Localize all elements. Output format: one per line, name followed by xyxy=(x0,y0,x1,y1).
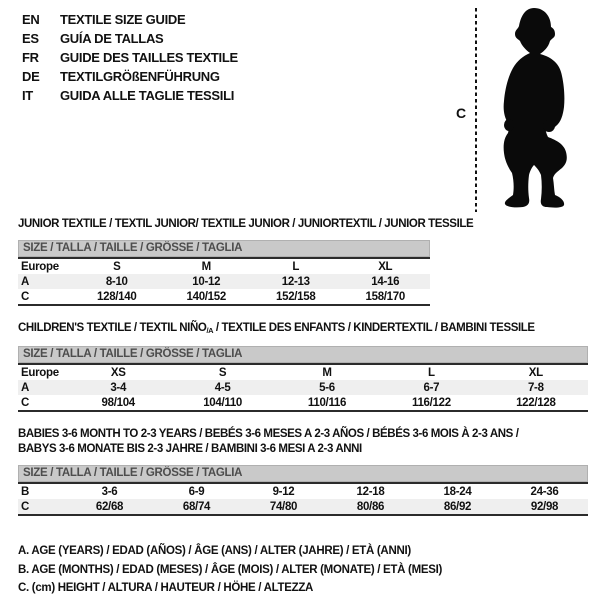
size-cell: M xyxy=(201,260,211,273)
height-cell: 74/80 xyxy=(269,500,298,513)
language-row-de xyxy=(22,67,238,86)
height-cell: 104/110 xyxy=(203,396,243,409)
language-row-en xyxy=(22,10,238,29)
height-cell: 68/74 xyxy=(182,500,211,513)
age-cell: 6-7 xyxy=(423,381,440,394)
language-row-fr xyxy=(22,48,238,67)
size-cell: S xyxy=(218,366,227,379)
language-row-es xyxy=(22,29,238,48)
language-row-it xyxy=(22,86,238,105)
table-row-europe xyxy=(18,259,430,274)
row-label: B xyxy=(21,485,30,498)
height-cell: 86/92 xyxy=(443,500,472,513)
months-cell: 3-6 xyxy=(101,485,118,498)
junior-table-rows xyxy=(18,257,430,306)
language-code: EN xyxy=(22,12,40,27)
children-title-post: / TEXTILE DES ENFANTS / KINDERTEXTIL / BAMBINI TESSILE xyxy=(213,322,535,334)
language-code: IT xyxy=(22,88,33,103)
language-label: GUIDA ALLE TAGLIE TESSILI xyxy=(60,88,235,103)
size-cell: M xyxy=(322,366,332,379)
height-measure-dotted-line xyxy=(475,8,477,212)
months-cell: 24-36 xyxy=(530,485,559,498)
language-label: GUÍA DE TALLAS xyxy=(60,31,164,46)
months-cell: 9-12 xyxy=(272,485,295,498)
table-row-months xyxy=(18,484,588,499)
figure-block xyxy=(450,5,600,217)
height-cell: 116/122 xyxy=(412,396,451,409)
language-label: TEXTILGRÖßENFÜHRUNG xyxy=(60,69,220,84)
footnote-a: A. AGE (YEARS) / EDAD (AÑOS) / ÂGE (ANS) / ALTER (JAHRE) / ETÀ (ANNI) xyxy=(18,545,411,557)
children-size-table xyxy=(18,346,588,412)
junior-size-table xyxy=(18,240,430,306)
months-cell: 18-24 xyxy=(443,485,472,498)
row-label: C xyxy=(21,396,30,409)
table-row-age xyxy=(18,274,430,289)
months-cell: 6-9 xyxy=(188,485,205,498)
height-cell: 110/116 xyxy=(307,396,347,409)
height-measure-label: C xyxy=(456,105,467,121)
table-row-height xyxy=(18,499,588,514)
tables-content xyxy=(18,218,588,598)
height-cell: 128/140 xyxy=(97,290,137,303)
age-cell: 4-5 xyxy=(214,381,231,394)
row-label: C xyxy=(21,500,30,513)
babies-table-rows xyxy=(18,482,588,516)
size-cell: L xyxy=(428,366,435,379)
baby-silhouette-icon xyxy=(483,5,589,211)
row-label: Europe xyxy=(21,260,59,273)
children-table-rows xyxy=(18,363,588,412)
footnotes xyxy=(18,542,588,598)
size-cell: XL xyxy=(378,260,393,273)
children-title-sub: /A xyxy=(206,326,214,335)
age-cell: 5-6 xyxy=(319,381,335,394)
row-label: A xyxy=(21,381,30,394)
size-cell: L xyxy=(292,260,300,273)
language-label: TEXTILE SIZE GUIDE xyxy=(60,12,186,27)
table-row-age xyxy=(18,380,588,395)
size-cell: S xyxy=(113,260,121,273)
junior-table-title: JUNIOR TEXTILE / TEXTIL JUNIOR/ TEXTILE JUNIOR / JUNIORTEXTIL / JUNIOR TESSILE xyxy=(18,218,474,230)
table-row-height xyxy=(18,289,430,304)
height-cell: 158/170 xyxy=(365,290,405,303)
junior-size-header: SIZE / TALLA / TAILLE / GRÖSSE / TAGLIA xyxy=(18,240,430,257)
babies-title-line1: BABIES 3-6 MONTH TO 2-3 YEARS / BEBÉS 3-6 MESES A 2-3 AÑOS / BÉBÉS 3-6 MOIS À 2-3 ANS / xyxy=(18,428,519,440)
age-cell: 7-8 xyxy=(527,381,544,394)
height-cell: 80/86 xyxy=(356,500,385,513)
table-row-europe xyxy=(18,365,588,380)
row-label: Europe xyxy=(21,366,59,379)
footnote-c: C. (cm) HEIGHT / ALTURA / HAUTEUR / HÖHE / ALTEZZA xyxy=(18,582,314,594)
row-label: A xyxy=(21,275,30,288)
height-cell: 98/104 xyxy=(101,396,135,409)
table-row-height xyxy=(18,395,588,410)
age-cell: 10-12 xyxy=(192,275,221,288)
age-cell: 3-4 xyxy=(110,381,127,394)
children-title-pre: CHILDREN'S TEXTILE / TEXTIL NIÑO xyxy=(18,322,207,334)
babies-size-table xyxy=(18,465,588,516)
age-cell: 14-16 xyxy=(371,275,400,288)
language-code: ES xyxy=(22,31,39,46)
babies-title-line2: BABYS 3-6 MONATE BIS 2-3 JAHRE / BAMBINI 3-6 MESI A 2-3 ANNI xyxy=(18,443,362,455)
language-label: GUIDE DES TAILLES TEXTILE xyxy=(60,50,238,65)
age-cell: 12-13 xyxy=(281,275,310,288)
height-cell: 92/98 xyxy=(530,500,559,513)
height-cell: 140/152 xyxy=(186,290,226,303)
babies-size-header: SIZE / TALLA / TAILLE / GRÖSSE / TAGLIA xyxy=(18,465,588,482)
height-cell: 152/158 xyxy=(276,290,316,303)
children-table-title xyxy=(18,322,588,337)
language-code: DE xyxy=(22,69,40,84)
age-cell: 8-10 xyxy=(105,275,128,288)
height-cell: 122/128 xyxy=(516,396,556,409)
height-cell: 62/68 xyxy=(95,500,124,513)
row-label: C xyxy=(21,290,30,303)
months-cell: 12-18 xyxy=(356,485,385,498)
language-code: FR xyxy=(22,50,39,65)
babies-table-title xyxy=(18,427,588,457)
language-list xyxy=(22,10,238,105)
size-cell: XL xyxy=(528,366,543,379)
footnote-b: B. AGE (MONTHS) / EDAD (MESES) / ÂGE (MOIS) / ALTER (MONATE) / ETÀ (MESI) xyxy=(18,563,443,576)
size-cell: XS xyxy=(110,366,126,379)
children-size-header: SIZE / TALLA / TAILLE / GRÖSSE / TAGLIA xyxy=(18,346,588,363)
